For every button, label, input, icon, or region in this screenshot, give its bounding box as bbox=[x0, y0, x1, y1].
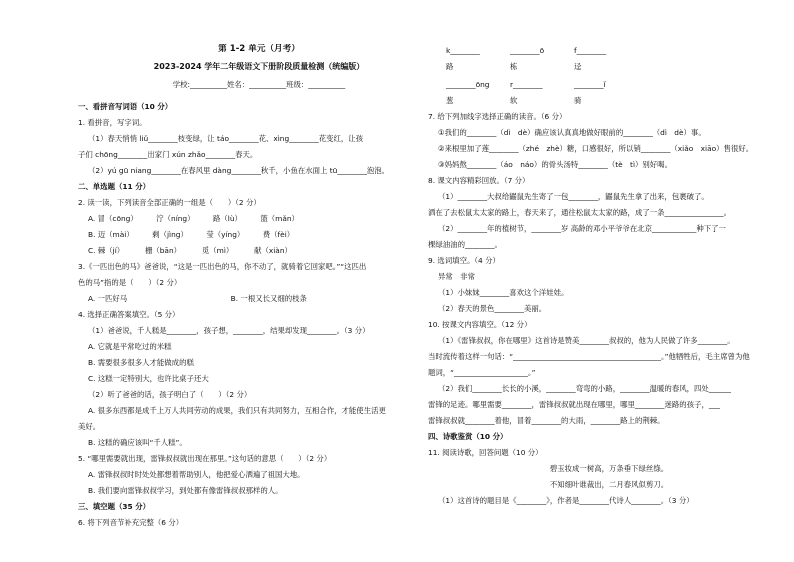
left-line-7: A. 冒（cōng） 泞（níng） 路（lù） 篮（mǎn） bbox=[88, 214, 299, 223]
pinyin-cell-0-a: k________ bbox=[446, 46, 480, 55]
left-line-21: B. 这糕的确应该叫“千人糕”。 bbox=[88, 438, 187, 447]
left-line-1: 1. 看拼音，写字词。 bbox=[78, 118, 147, 127]
right-line-10: 异常 非常 bbox=[438, 272, 475, 281]
right-line-23: 不知细叶谁裁出，二月春风似剪刀。 bbox=[549, 480, 669, 489]
left-line-25: 三、填空题（35 分） bbox=[78, 502, 150, 511]
left-line-16: B. 需要很多很多人才能做成的糕 bbox=[88, 358, 194, 367]
right-line-20: 四、诗歌鉴赏（10 分） bbox=[428, 432, 508, 441]
right-line-4: 8. 课文内容精彩回放。（7 分） bbox=[428, 176, 530, 185]
right-line-19: 雷锋叔叔就________着他，冒着________的大雨，________路上的荆棘。 bbox=[428, 416, 665, 425]
left-line-14: （1）爸爸说，千人糕是________，孩子想，________，结果却发现________。（3 分） bbox=[88, 326, 370, 335]
left-line-20: 美好。 bbox=[78, 422, 101, 431]
left-line-9: C. 棘（jí） 栅（bān） 觅（mì） 献（xiàn） bbox=[88, 246, 292, 255]
left-line-10: 3.《一匹出色的马》爸爸说，“这是一匹出色的马，你不动了，就骑着它回家吧。”“这匹出 bbox=[78, 262, 367, 271]
pinyin-cell-1-c: 迳 bbox=[574, 62, 582, 71]
right-line-11: （1）小妹妹________喜欢这个洋娃娃。 bbox=[438, 288, 569, 297]
left-line-2: （1）春天悄悄 liǔ________枝变绿，让 táo________花、xìng________花变红，让孩 bbox=[88, 134, 364, 143]
right-line-0: 7. 给下列加线字选择正确的读音。（6 分） bbox=[428, 112, 567, 121]
right-line-2: ②来根里加了莲________（zhé zhè）糖，口感很好，所以销________（xiǎo xiāo）售很好。 bbox=[438, 144, 754, 153]
left-line-24: B. 我们要向雷锋叔叔学习，到处都有像雷锋叔叔那样的人。 bbox=[88, 486, 283, 495]
pinyin-cell-3-b: 软 bbox=[510, 96, 518, 105]
left-line-5: 二、单选题（11 分） bbox=[78, 182, 150, 191]
left-line-23: A. 雷锋叔叔时时处处都想着帮助别人，他把爱心洒遍了祖国大地。 bbox=[88, 470, 305, 479]
left-line-18: （2）听了爸爸的话，孩子明白了（ ）（2 分） bbox=[88, 390, 252, 399]
right-line-5: （1）________大叔给鼹鼠先生寄了一包________，鼹鼠先生拿了出来，包裹破了。 bbox=[438, 192, 709, 201]
student-info-line: 学校:__________姓名：__________班级：__________ bbox=[172, 80, 346, 89]
right-line-7: （2）________年的植树节，________岁 高龄的邓小平爷爷在北京____________种下了一 bbox=[438, 224, 726, 233]
page-title: 第 1-2 单元（月考） bbox=[218, 44, 300, 54]
page-subtitle: 2023-2024 学年二年级语文下册阶段质量检测（统编版） bbox=[153, 62, 365, 71]
right-line-6: 洒在了去松鼠太太家的路上，春天来了，通往松鼠太太家的路，成了一条________________。 bbox=[428, 208, 732, 217]
pinyin-cell-1-a: 路 bbox=[446, 62, 454, 71]
right-line-3: ③妈妈熬________（áo náo）的骨头汤特________（tè tì）别好喝。 bbox=[438, 160, 672, 169]
right-line-24: （1）这首诗的题目是《________》，作者是________代诗人________。（3 分） bbox=[438, 496, 694, 505]
right-line-22: 碧玉妆成一树高，万条垂下绿丝绦。 bbox=[549, 464, 669, 473]
right-line-12: （2）春天的景色________美丽。 bbox=[438, 304, 547, 313]
left-line-8: B. 迈（mài） 剩（jìng） 莹（yíng） 费（fèi） bbox=[88, 230, 295, 239]
left-line-12: A. 一匹好马 B. 一根又长又细的枝条 bbox=[88, 294, 307, 303]
left-line-22: 5. “哪里需要就出现，雷锋叔叔就出现在那里。”这句话的意思（ ）（2 分） bbox=[78, 454, 332, 463]
right-line-13: 10. 按课文内容填空。（12 分） bbox=[428, 320, 532, 329]
left-line-15: A. 它就是平常吃过的米糕 bbox=[88, 342, 172, 351]
left-line-17: C. 这糕一定特别大，也许比桌子还大 bbox=[88, 374, 209, 383]
pinyin-cell-1-b: 栋 bbox=[510, 62, 518, 71]
right-line-17: （2）我们________长长的小溪，________弯弯的小路，________温暖的春风，四处______ bbox=[438, 384, 731, 393]
left-line-26: 6. 将下列音节补充完整（6 分） bbox=[78, 518, 184, 527]
right-line-18: 雷锋的足迹。哪里需要________，雷锋叔叔就出现在哪里，哪里________迷路的孩子，___ bbox=[428, 400, 720, 409]
left-line-11: 色的马”指的是（ ）（2 分） bbox=[78, 278, 182, 287]
left-line-19: A. 很多东西都是成千上万人共同劳动的成果，我们只有共同努力，互相合作，才能使生活更 bbox=[88, 406, 386, 415]
pinyin-cell-0-c: f________ bbox=[574, 46, 607, 55]
pinyin-cell-2-a: ________ōng bbox=[446, 80, 490, 89]
left-line-3: 子们 chōng________出家门 xún zhǎo________春天。 bbox=[78, 150, 258, 159]
right-line-16: 题词，“____________________。” bbox=[428, 368, 536, 377]
left-line-13: 4. 选择正确答案填空。（5 分） bbox=[78, 310, 180, 319]
right-line-21: 11. 阅读诗歌，回答问题（10 分） bbox=[428, 448, 543, 457]
pinyin-cell-2-c: ________ǐ bbox=[574, 80, 606, 89]
right-line-9: 9. 选词填空。（4 分） bbox=[428, 256, 500, 265]
left-line-4: （2）yú gū niang________在春风里 dàng________秋千，小鱼在水面上 tū________泡泡。 bbox=[88, 166, 390, 175]
left-line-0: 一、看拼音写词语（10 分） bbox=[78, 102, 173, 111]
pinyin-cell-2-b: r________ bbox=[510, 80, 543, 89]
pinyin-cell-3-a: 葱 bbox=[446, 96, 454, 105]
pinyin-cell-3-c: 骑 bbox=[574, 96, 582, 105]
right-line-8: 棵绿油油的________。 bbox=[428, 240, 502, 249]
left-line-6: 2. 读一读，下列读音全部正确的一组是（ ）（2 分） bbox=[78, 198, 261, 207]
pinyin-cell-0-b: ________ō bbox=[510, 46, 545, 55]
right-line-14: （1）《雷锋叔叔，你在哪里》这首诗是赞美________叔叔的，他为人民做了许多________。 bbox=[438, 336, 735, 345]
right-line-15: 当时流传着这样一句话：“________________________________________。”他牺牲后，毛主席曾为他 bbox=[428, 352, 750, 361]
right-line-1: ①我们的________（dì dè）确应该认真真地做好眼前的________（dì dè）事。 bbox=[438, 128, 706, 137]
